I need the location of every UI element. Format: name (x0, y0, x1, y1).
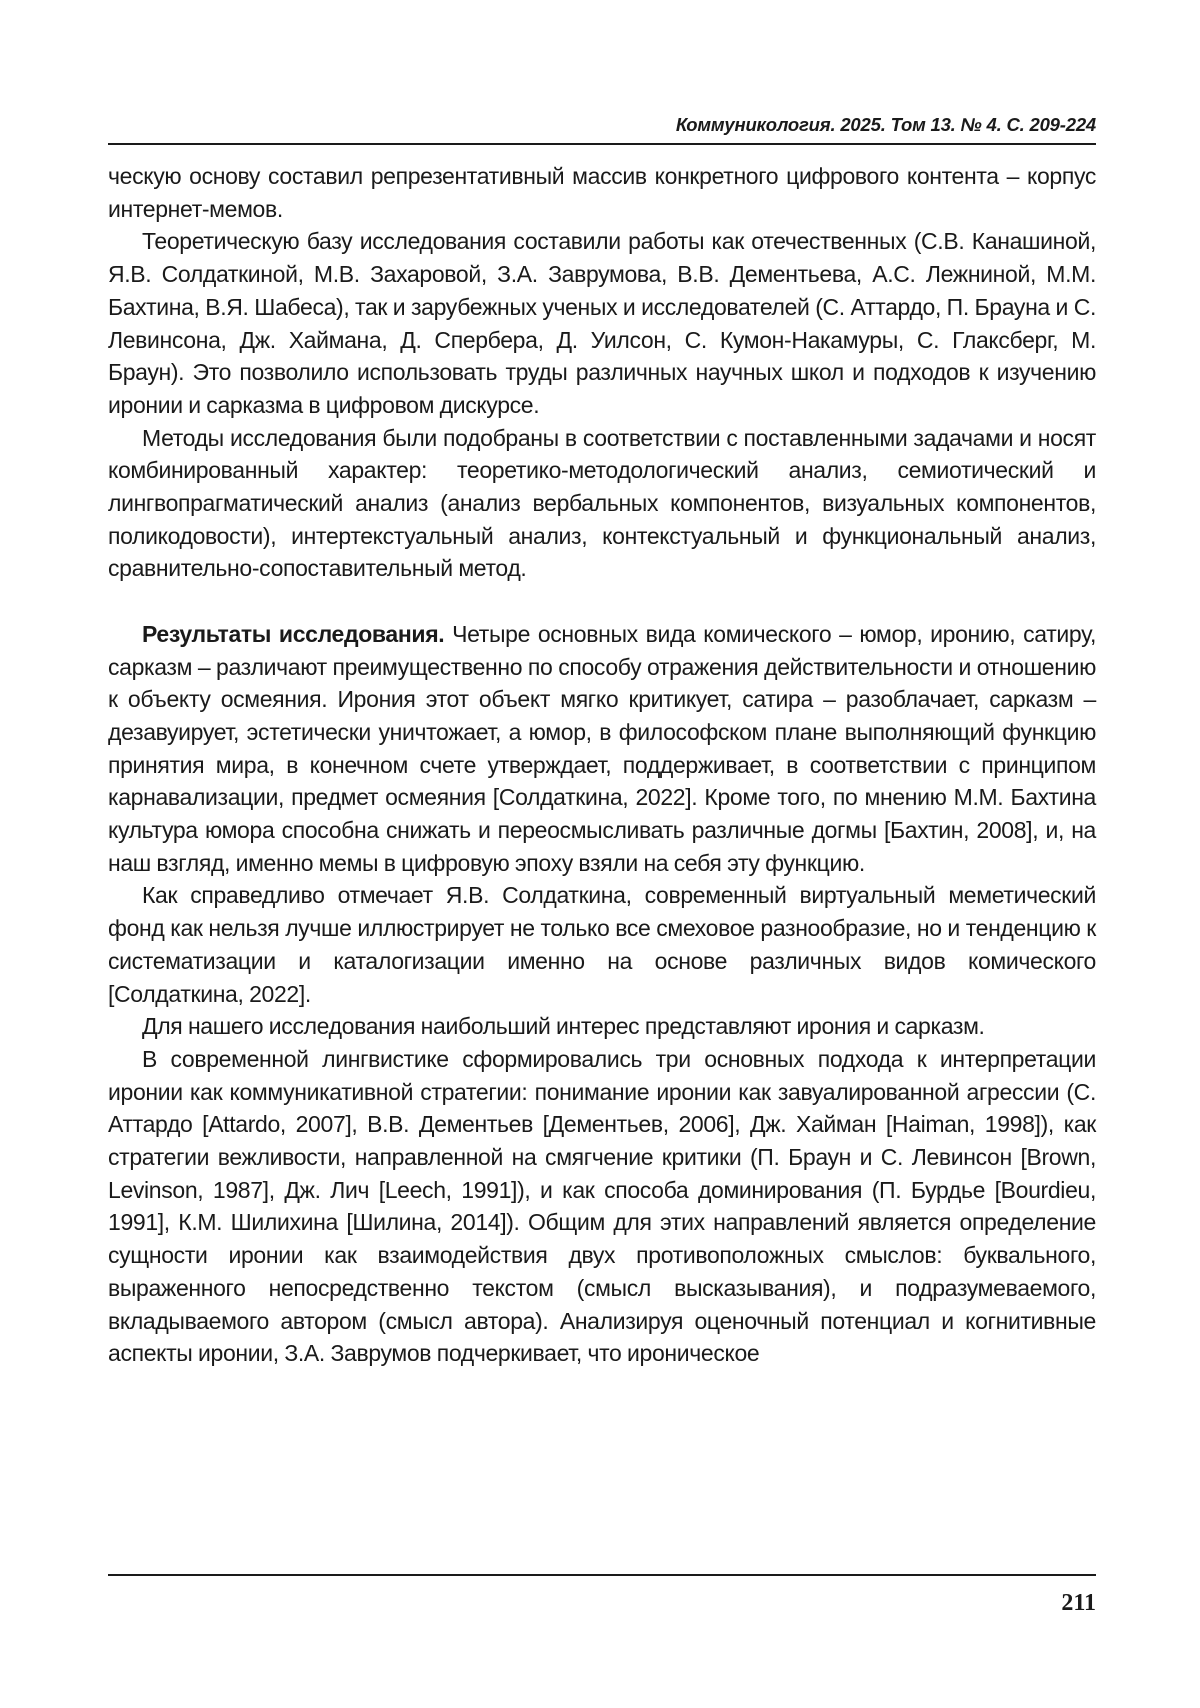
paragraph-text: Методы исследования были подобраны в соответствии с поставленными задачами и носят комбинированный характер: теоретико-методологический анализ, семиотический и лингвопрагматический анализ (анализ вербальных компонентов, визуальных компонентов, поликодовости), интертекстуальный анализ, контекстуальный и функциональный анализ, сравнительно-сопоставительный метод. (108, 424, 1096, 582)
paragraph-7 (108, 1043, 1096, 1370)
paragraph-text: ческую основу составил репрезентативный массив конкретного цифрового контента – корпус интернет-мемов. (108, 163, 1096, 222)
header-rule (108, 143, 1096, 145)
paragraph-3 (108, 422, 1096, 586)
paragraph-text: Четыре основных вида комического – юмор, иронию, сатиру, сарказм – различают преимущественно по способу отражения действительности и отношению к объекту осмеяния. Ирония этот объект мягко критикует, сатира – разоблачает, сарказм – дезавуирует, эстетически уничтожает, а юмор, в философском плане выполняющий функцию принятия мира, в конечном счете утверждает, поддерживает, в соответствии с принципом карнавализации, предмет осмеяния [Солдаткина, 2022]. Кроме того, по мнению М.М. Бахтина культура юмора способна снижать и переосмысливать различные догмы [Бахтин, 2008], и, на наш взгляд, именно мемы в цифровую эпоху взяли на себя эту функцию. (108, 620, 1096, 876)
section-heading-results: Результаты исследования. (142, 620, 445, 647)
paragraph-6 (108, 1010, 1096, 1043)
paragraph-text: Для нашего исследования наибольший интерес представляют ирония и сарказм. (142, 1013, 985, 1040)
paragraph-2 (108, 225, 1096, 421)
article-body (108, 160, 1096, 1370)
running-header: Коммуникология. 2025. Том 13. № 4. С. 209-224 (675, 114, 1096, 135)
footer-rule (108, 1574, 1096, 1576)
paragraph-5 (108, 879, 1096, 1010)
paragraph-text: Теоретическую базу исследования составили работы как отечественных (С.В. Канашиной, Я.В. Солдаткиной, М.В. Захаровой, З.А. Заврумова, В.В. Дементьева, А.С. Лежниной, М.М. Бахтина, В.Я. Шабеса), так и зарубежных ученых и исследователей (С. Аттардо, П. Брауна и С. Левинсона, Дж. Хаймана, Д. Спербера, Д. Уилсон, С. Кумон-Накамуры, С. Глаксберг, М. Браун). Это позволило использовать труды различных научных школ и подходов к изучению иронии и сарказма в цифровом дискурсе. (108, 228, 1096, 418)
paragraph-text: Как справедливо отмечает Я.В. Солдаткина, современный виртуальный меметический фонд как нельзя лучше иллюстрирует не только все смеховое разнообразие, но и тенденцию к систематизации и каталогизации именно на основе различных видов комического [Солдаткина, 2022]. (108, 882, 1096, 1007)
page-number: 211 (1061, 1590, 1096, 1616)
paragraph-1 (108, 160, 1096, 225)
paragraph-4 (108, 618, 1096, 880)
paragraph-text: В современной лингвистике сформировались три основных подхода к интерпретации иронии как коммуникативной стратегии: понимание иронии как завуалированной агрессии (С. Аттардо [Attardo, 2007], В.В. Дементьев [Дементьев, 2006], Дж. Хайман [Haiman, 1998]), как стратегии вежливости, направленной на смягчение критики (П. Браун и С. Левинсон [Brown, Levinson, 1987], Дж. Лич [Leech, 1991]), и как способа доминирования (П. Бурдье [Bourdieu, 1991], К.М. Шилихина [Шилина, 2014]). Общим для этих направлений является определение сущности иронии как взаимодействия двух противоположных смыслов: буквального, выраженного непосредственно текстом (смысл высказывания), и подразумеваемого, вкладываемого автором (смысл автора). Анализируя оценочный потенциал и когнитивные аспекты иронии, З.А. Заврумов подчеркивает, что ироническое (108, 1045, 1096, 1367)
